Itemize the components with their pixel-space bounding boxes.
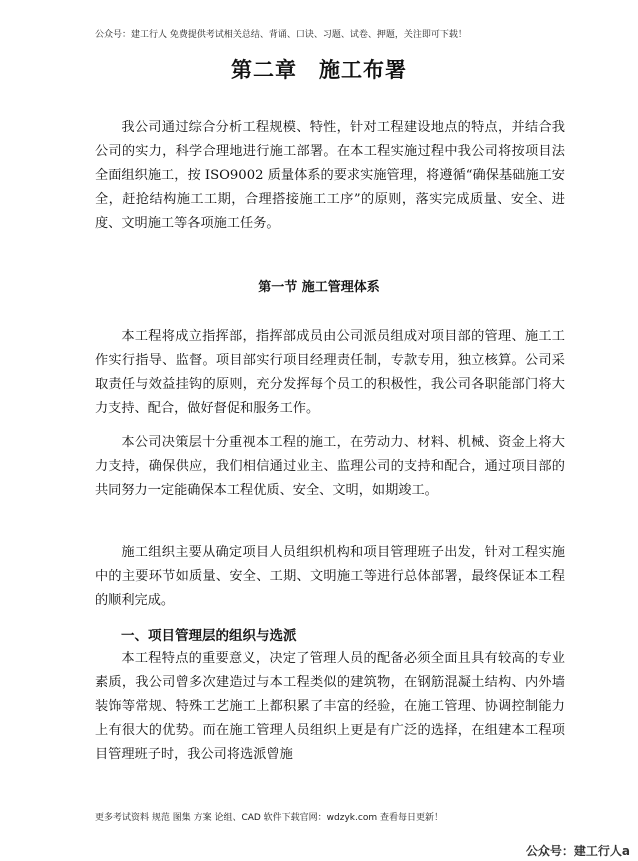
footer-notice: 更多考试资料 规范 图集 方案 论组、CAD 软件下载官网：wdzyk.com 查看每日更新！ bbox=[95, 813, 443, 823]
section-title: 第一节 施工管理体系 bbox=[258, 280, 380, 295]
subheading: 一、项目管理层的组织与选派 bbox=[121, 628, 297, 644]
body-paragraph-2: 本公司决策层十分重视本工程的施工，在劳动力、材料、机械、资金上将大力支持，确保供应，我们相信通过业主、监理公司的支持和配合，通过项目部的共同努力一定能确保本工程优质、安全、文明，如期竣工。 bbox=[95, 435, 565, 498]
body-paragraph-3: 施工组织主要从确定项目人员组织机构和项目管理班子出发，针对工程实施中的主要环节如质量、安全、工期、文明施工等进行总体部署，最终保证本工程的顺利完成。 bbox=[95, 545, 565, 608]
chapter-title: 第二章 施工布署 bbox=[231, 58, 407, 82]
body-paragraph-4: 本工程特点的重要意义，决定了管理人员的配备必须全面且具有较高的专业素质，我公司曾多次建造过与本工程类似的建筑物，在钢筋混凝土结构、内外墙装饰等常规、特殊工艺施工上都积累了丰富的经验，在施工管理、协调控制能力上有很大的优势。而在施工管理人员组织上更是有广泛的选择，在组建本工程项目管理班子时，我公司将选派曾施 bbox=[95, 651, 565, 762]
header-notice: 公众号：建工行人 免费提供考试相关总结、背诵、口诀、习题、试卷、押题，关注即可下载！ bbox=[95, 30, 467, 40]
intro-paragraph: 我公司通过综合分析工程规模、特性，针对工程建设地点的特点，并结合我公司的实力，科学合理地进行施工部署。在本工程实施过程中我公司将按项目法全面组织施工，按 ISO9002 质量体系的要求实施管理，将遵循“确保基础施工安全，赶抢结构施工工期，合理搭接施工工序”的原则，落实完成质量、安全、进度、文明施工等各项施工任务。 bbox=[95, 120, 565, 231]
watermark-text: 公众号：建工行人a bbox=[525, 844, 630, 858]
body-paragraph-1: 本工程将成立指挥部，指挥部成员由公司派员组成对项目部的管理、施工工作实行指导、监督。项目部实行项目经理责任制，专款专用，独立核算。公司采取责任与效益挂钩的原则，充分发挥每个员工的积极性，我公司各职能部门将大力支持、配合，做好督促和服务工作。 bbox=[95, 329, 565, 416]
